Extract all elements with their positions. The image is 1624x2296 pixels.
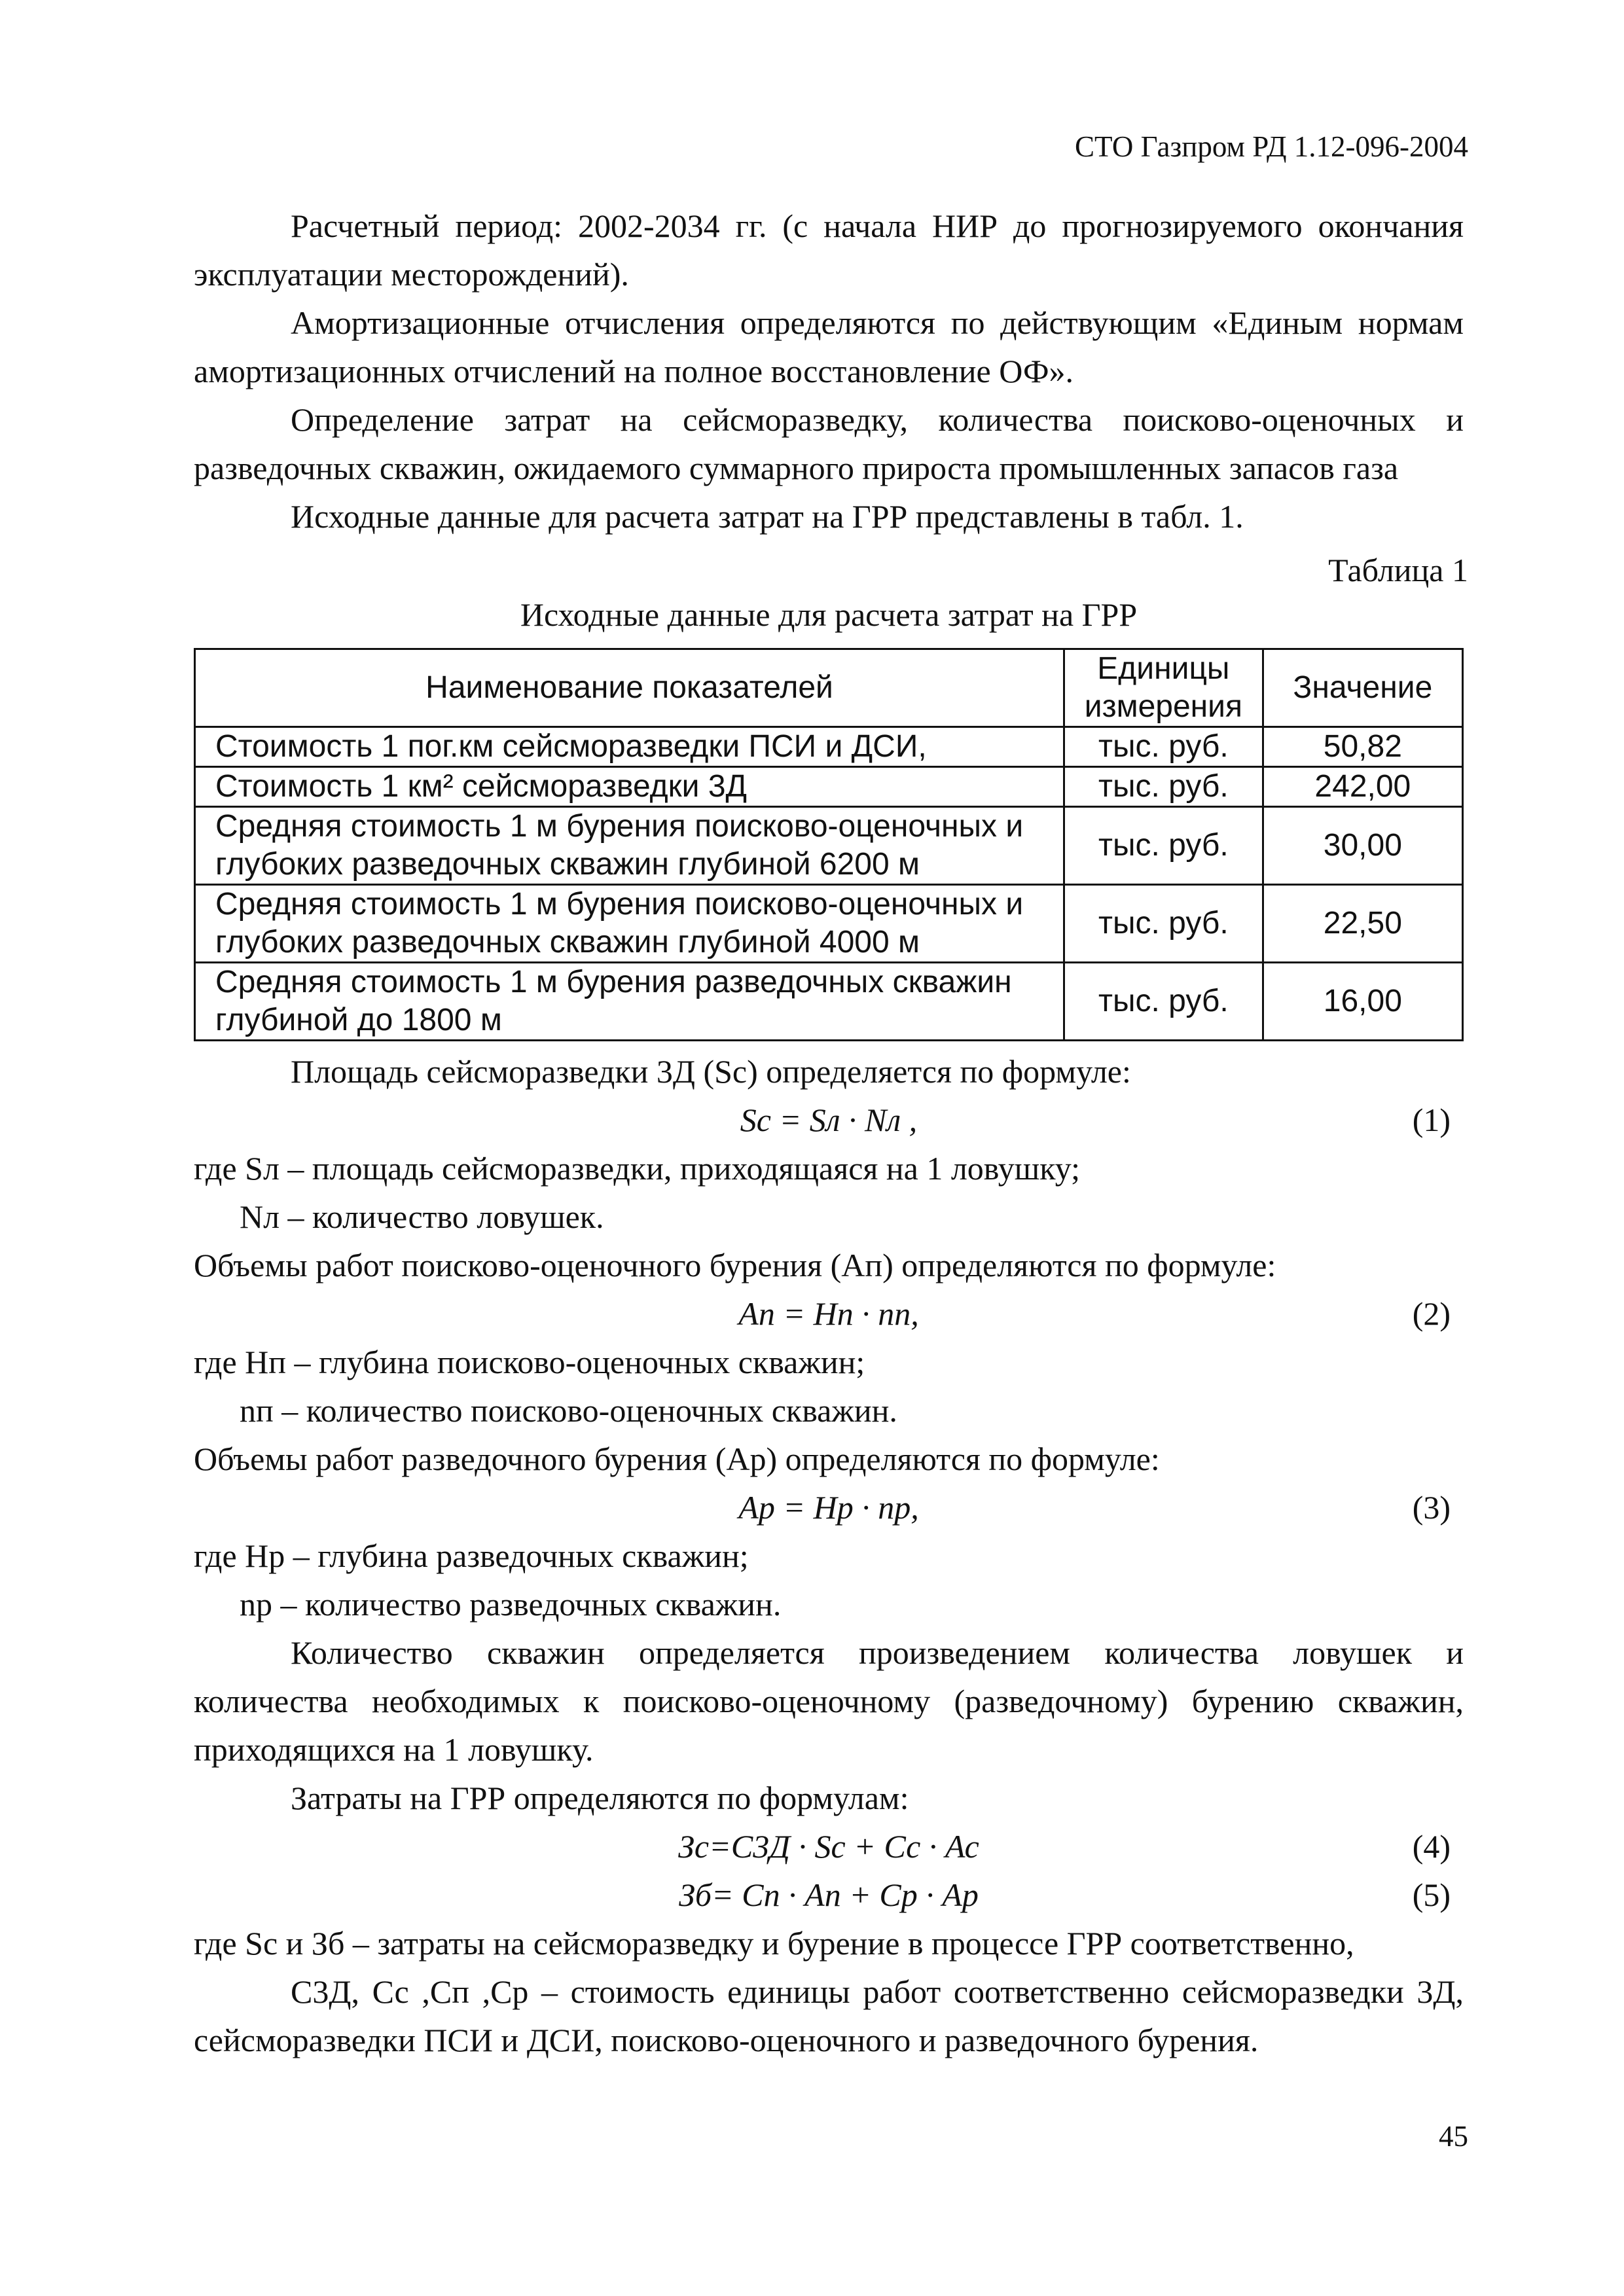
formula45-intro: Затраты на ГРР определяются по формулам: — [291, 1780, 909, 1816]
formula45-where1: где Sс и Зб – затраты на сейсморазведку и бурение в процессе ГРР соответственно, — [194, 1925, 1354, 1962]
row-name: Стоимость 1 пог.км сейсморазведки ПСИ и ДСИ, — [195, 727, 1064, 767]
formula5-row — [194, 1871, 1464, 1919]
row-value: 30,00 — [1263, 807, 1462, 885]
formula45-where2: С3Д, Сс ,Сп ,Ср – стоимость единицы работ соответственно сейсморазведки 3Д, сейсморазведки ПСИ и ДСИ, поисково-оценочного и разведочного бурения. — [194, 1973, 1464, 2058]
formula3-intro: Объемы работ разведочного бурения (Ар) определяются по формуле: — [194, 1441, 1160, 1477]
header-value: Значение — [1263, 649, 1462, 727]
table-title: Исходные данные для расчета затрат на ГРР — [520, 596, 1138, 633]
formula1: Sс = Sл · Nл , — [740, 1102, 918, 1138]
formula3-number: (3) — [1412, 1489, 1451, 1526]
formula2-row — [194, 1289, 1464, 1338]
formula1-intro: Площадь сейсморазведки 3Д (Sс) определяется по формуле: — [291, 1053, 1131, 1090]
table-row — [195, 807, 1463, 885]
data-table — [194, 648, 1464, 1041]
formula2-intro: Объемы работ поисково-оценочного бурения (Ап) определяются по формуле: — [194, 1247, 1276, 1283]
formula1-where2: Nл – количество ловушек. — [240, 1198, 604, 1235]
header-unit: Единицы измерения — [1064, 649, 1263, 727]
row-value: 16,00 — [1263, 963, 1462, 1041]
row-value: 22,50 — [1263, 885, 1462, 963]
paragraph-table-ref: Исходные данные для расчета затрат на ГРР представлены в табл. 1. — [291, 498, 1244, 535]
formula2-number: (2) — [1412, 1295, 1451, 1332]
row-unit: тыс. руб. — [1064, 767, 1263, 807]
paragraph-definition: Определение затрат на сейсморазведку, количества поисково-оценочных и разведочных скважин, ожидаемого суммарного прироста промышленных запасов газа — [194, 401, 1464, 486]
row-unit: тыс. руб. — [1064, 727, 1263, 767]
formula2: Ап = Нп · nп, — [738, 1295, 919, 1332]
wells-paragraph: Количество скважин определяется произведением количества ловушек и количества необходимых к поисково-оценочному (разведочному) бурению скважин, приходящихся на 1 ловушку. — [194, 1634, 1464, 1768]
formula2-where2: nп – количество поисково-оценочных скважин. — [240, 1392, 897, 1429]
row-name: Стоимость 1 км² сейсморазведки 3Д — [195, 767, 1064, 807]
formula4-number: (4) — [1412, 1828, 1451, 1865]
table-row — [195, 727, 1463, 767]
row-value: 242,00 — [1263, 767, 1462, 807]
row-name: Средняя стоимость 1 м бурения поисково-оценочных и глубоких разведочных скважин глубиной 4000 м — [195, 885, 1064, 963]
table-row — [195, 885, 1463, 963]
paragraph-period: Расчетный период: 2002-2034 гг. (с начала НИР до прогнозируемого окончания эксплуатации месторождений). — [194, 207, 1464, 293]
row-value: 50,82 — [1263, 727, 1462, 767]
table-row — [195, 963, 1463, 1041]
row-name: Средняя стоимость 1 м бурения разведочных скважин глубиной до 1800 м — [195, 963, 1064, 1041]
document-header: СТО Газпром РД 1.12-096-2004 — [1074, 130, 1468, 163]
row-unit: тыс. руб. — [1064, 807, 1263, 885]
row-unit: тыс. руб. — [1064, 885, 1263, 963]
formula3: Ар = Нр · nр, — [738, 1489, 919, 1526]
formula5-number: (5) — [1412, 1876, 1451, 1913]
formula2-where1: где Нп – глубина поисково-оценочных скважин; — [194, 1344, 865, 1380]
formula1-number: (1) — [1412, 1102, 1451, 1138]
page-number: 45 — [1439, 2120, 1468, 2153]
intro-paragraphs — [194, 202, 1464, 541]
formula4-row — [194, 1822, 1464, 1871]
formula3-where1: где Нр – глубина разведочных скважин; — [194, 1537, 749, 1574]
formula1-row — [194, 1096, 1464, 1144]
row-unit: тыс. руб. — [1064, 963, 1263, 1041]
formula1-where1: где Sл – площадь сейсморазведки, приходящаяся на 1 ловушку; — [194, 1150, 1081, 1187]
formula3-row — [194, 1483, 1464, 1532]
table-row — [195, 767, 1463, 807]
formula4: Зс=С3Д · Sс + Сс · Ас — [678, 1828, 979, 1865]
row-name: Средняя стоимость 1 м бурения поисково-оценочных и глубоких разведочных скважин глубиной 6200 м — [195, 807, 1064, 885]
table-header-row — [195, 649, 1463, 727]
paragraph-amortization: Амортизационные отчисления определяются по действующим «Единым нормам амортизационных отчислений на полное восстановление ОФ». — [194, 304, 1464, 389]
formulas-section — [194, 1047, 1464, 2064]
table-number: Таблица 1 — [1328, 552, 1468, 588]
formula3-where2: nр – количество разведочных скважин. — [240, 1586, 782, 1623]
header-name: Наименование показателей — [195, 649, 1064, 727]
formula5: Зб= Сп · Ап + Ср · Ар — [679, 1876, 979, 1913]
